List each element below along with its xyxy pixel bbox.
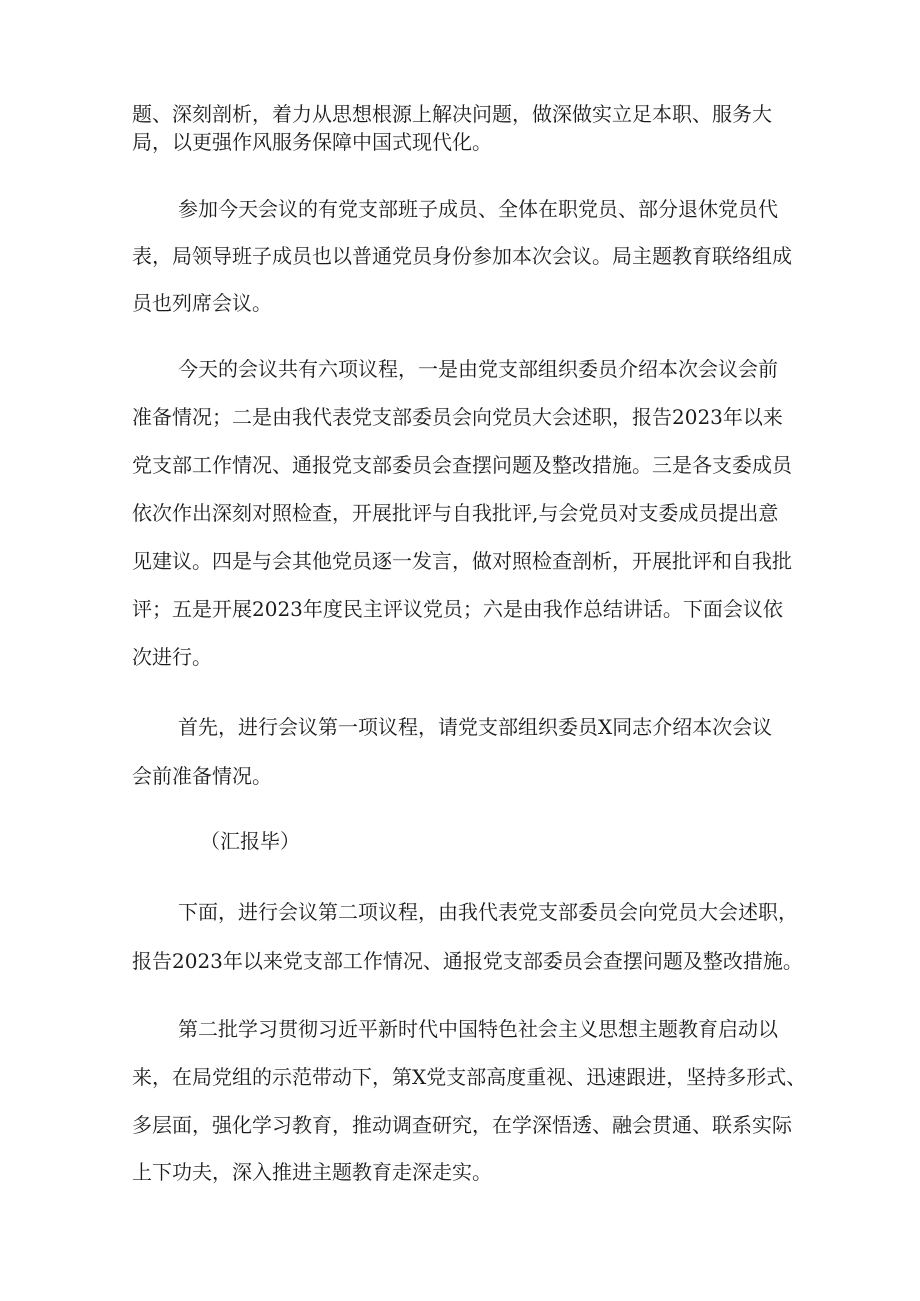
text-line: 首先，进行会议第一项议程，请党支部组织委员X同志介绍本次会议 [178, 715, 773, 739]
text-line: 报告2023年以来党支部工作情况、通报党支部委员会查摆问题及整改措施。 [132, 949, 803, 973]
text-line: 会前准备情况。 [132, 764, 272, 788]
text-line: 题、深刻剖析，着力从思想根源上解决问题，做深做实立足本职、服务大 [132, 102, 772, 126]
text-line: 党支部工作情况、通报党支部委员会查摆问题及整改措施。三是各支委成员 [132, 453, 792, 477]
text-line: 今天的会议共有六项议程，一是由党支部组织委员介绍本次会议会前 [178, 357, 778, 381]
text-line: 参加今天会议的有党支部班子成员、全体在职党员、部分退休党员代 [178, 197, 778, 221]
text-line: 见建议。四是与会其他党员逐一发言，做对照检查剖析，开展批评和自我批 [132, 549, 792, 573]
text-line: 评；五是开展2023年度民主评议党员；六是由我作总结讲话。下面会议依 [132, 597, 783, 621]
text-line: （汇报毕） [200, 829, 300, 853]
text-line: 多层面，强化学习教育，推动调查研究，在学深悟透、融会贯通、联系实际 [132, 1113, 792, 1137]
text-line: 第二批学习贯彻习近平新时代中国特色社会主义思想主题教育启动以 [178, 1017, 778, 1041]
text-line: 次进行。 [132, 645, 212, 669]
text-line: 表，局领导班子成员也以普通党员身份参加本次会议。局主题教育联络组成 [132, 244, 792, 268]
text-line: 依次作出深刻对照检查，开展批评与自我批评,与会党员对支委成员提出意 [132, 501, 779, 525]
text-line: 来，在局党组的示范带动下，第X党支部高度重视、迅速跟进，坚持多形式、 [132, 1065, 807, 1089]
text-line: 下面，进行会议第二项议程，由我代表党支部委员会向党员大会述职， [178, 900, 798, 924]
text-line: 局，以更强作风服务保障中国式现代化。 [132, 130, 492, 154]
text-line: 准备情况；二是由我代表党支部委员会向党员大会述职，报告2023年以来 [132, 405, 783, 429]
text-line: 员也列席会议。 [132, 291, 272, 315]
text-line: 上下功夫，深入推进主题教育走深走实。 [132, 1160, 492, 1184]
